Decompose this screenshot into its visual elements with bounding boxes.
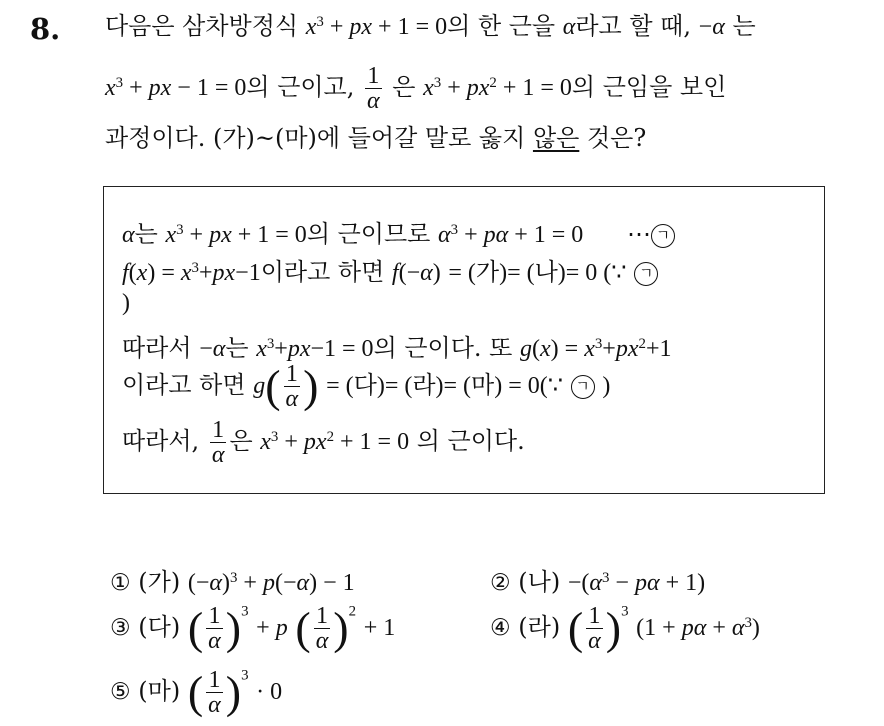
- proof-text: = (가)= (나)= 0 (∵: [448, 260, 627, 286]
- proof-text: 의 근이므로: [306, 220, 431, 248]
- stem-text: 다음은 삼차방정식: [105, 12, 299, 40]
- option-label: (나): [518, 568, 561, 596]
- neg-alpha: −α: [698, 14, 725, 40]
- option-4[interactable]: ④ (라) ( $\frac{1}{\alpha}$ )$^3$ $(1 + p\alpha + \alpha^3)$: [490, 602, 760, 654]
- circled-giyeok: ㄱ: [634, 262, 658, 286]
- option-label: (가): [138, 568, 181, 596]
- stem-text: 는: [732, 12, 756, 40]
- proof-text: = (다)= (라)= (마) = 0(∵: [326, 373, 564, 399]
- option-number: ①: [110, 570, 131, 596]
- option-label: (마): [138, 677, 181, 705]
- proof-line-2: $f(x) = x^3+px-1$이라고 하면 f(−α) = (가)= (나)= 0 (∵ ㄱ: [122, 252, 658, 287]
- option-label: (다): [138, 613, 181, 641]
- proof-text: 는: [225, 334, 249, 362]
- option-label: (라): [518, 613, 561, 641]
- proof-text: 는: [134, 220, 158, 248]
- stem-text: 의 한 근을: [447, 12, 556, 40]
- stem-text: 의 근임을 보인: [571, 73, 727, 101]
- option-5[interactable]: ⑤ (마) ( $\frac{1}{\alpha}$ )$^3$ · 0: [110, 666, 283, 718]
- proof-text: 이라고 하면: [122, 371, 246, 399]
- circled-giyeok: ㄱ: [651, 224, 675, 248]
- stem-text: 은: [392, 73, 416, 101]
- stem-line-1: [105, 14, 756, 39]
- stem-text: 라고 할 때,: [575, 12, 691, 40]
- stem-text: 의 근이고,: [246, 73, 355, 101]
- underlined-not: 않은: [532, 124, 580, 152]
- alpha: α: [562, 14, 576, 40]
- proof-text: 이라고 하면: [260, 258, 385, 286]
- proof-line-2-paren: ): [122, 290, 130, 316]
- proof-line-3: 따라서 −α는 $x^3+px-1 = 0$의 근이다. 또 $g(x) = x^3+px^2+1$: [122, 334, 672, 362]
- option-number: ⑤: [110, 679, 131, 705]
- proof-text: 따라서,: [122, 427, 200, 455]
- equation: $x^3 + px^2 + 1 = 0$: [423, 74, 572, 101]
- equation: $x^3$ + px − 1 = 0: [105, 74, 247, 101]
- option-number: ③: [110, 615, 131, 641]
- stem-line-3: [105, 126, 646, 150]
- equation: $x^3$ + px + 1 = 0: [305, 13, 448, 40]
- proof-line-1: α는 $x^3$ + px + 1 = 0의 근이므로 $\alpha^3 + p\alpha + 1 = 0$ ⋯ ㄱ: [122, 214, 675, 249]
- stem-line-2: [105, 64, 726, 113]
- proof-text: ): [602, 373, 611, 399]
- question-number: 8.: [30, 12, 61, 46]
- stem-text: 것은?: [586, 124, 647, 152]
- stem-text: 과정이다. (가)~(마)에 들어갈 말로 옳지: [105, 124, 526, 152]
- ellipsis: ⋯: [626, 222, 651, 248]
- option-3[interactable]: ③ (다) ( $\frac{1}{\alpha}$ )$^3$ + p ( $\frac{1}{\alpha}$ )$^2$ + 1: [110, 602, 396, 654]
- option-number: ④: [490, 615, 511, 641]
- fraction-one-over-alpha: $\frac{1}{\alpha}$: [367, 63, 380, 114]
- option-number: ②: [490, 570, 511, 596]
- proof-text: 의 근이다.: [416, 427, 525, 455]
- proof-text: 의 근이다. 또: [373, 334, 513, 362]
- circled-giyeok: ㄱ: [571, 375, 595, 399]
- proof-text: 은: [229, 427, 253, 455]
- proof-line-5: 따라서, $\frac{1}{\alpha}$ 은 $x^3 + px^2 + 1 = 0$ 의 근이다.: [122, 417, 525, 468]
- option-2[interactable]: ② (나) $-(\alpha^3 - p\alpha + 1)$: [490, 568, 706, 596]
- proof-line-4: 이라고 하면 g( $\frac{1}{\alpha}$ ) = (다)= (라)= (마) = 0(∵ ㄱ ): [122, 360, 611, 412]
- option-1[interactable]: ① (가) $(-\alpha)^3 + p(-\alpha) - 1$: [110, 568, 355, 596]
- proof-text: 따라서: [122, 334, 192, 362]
